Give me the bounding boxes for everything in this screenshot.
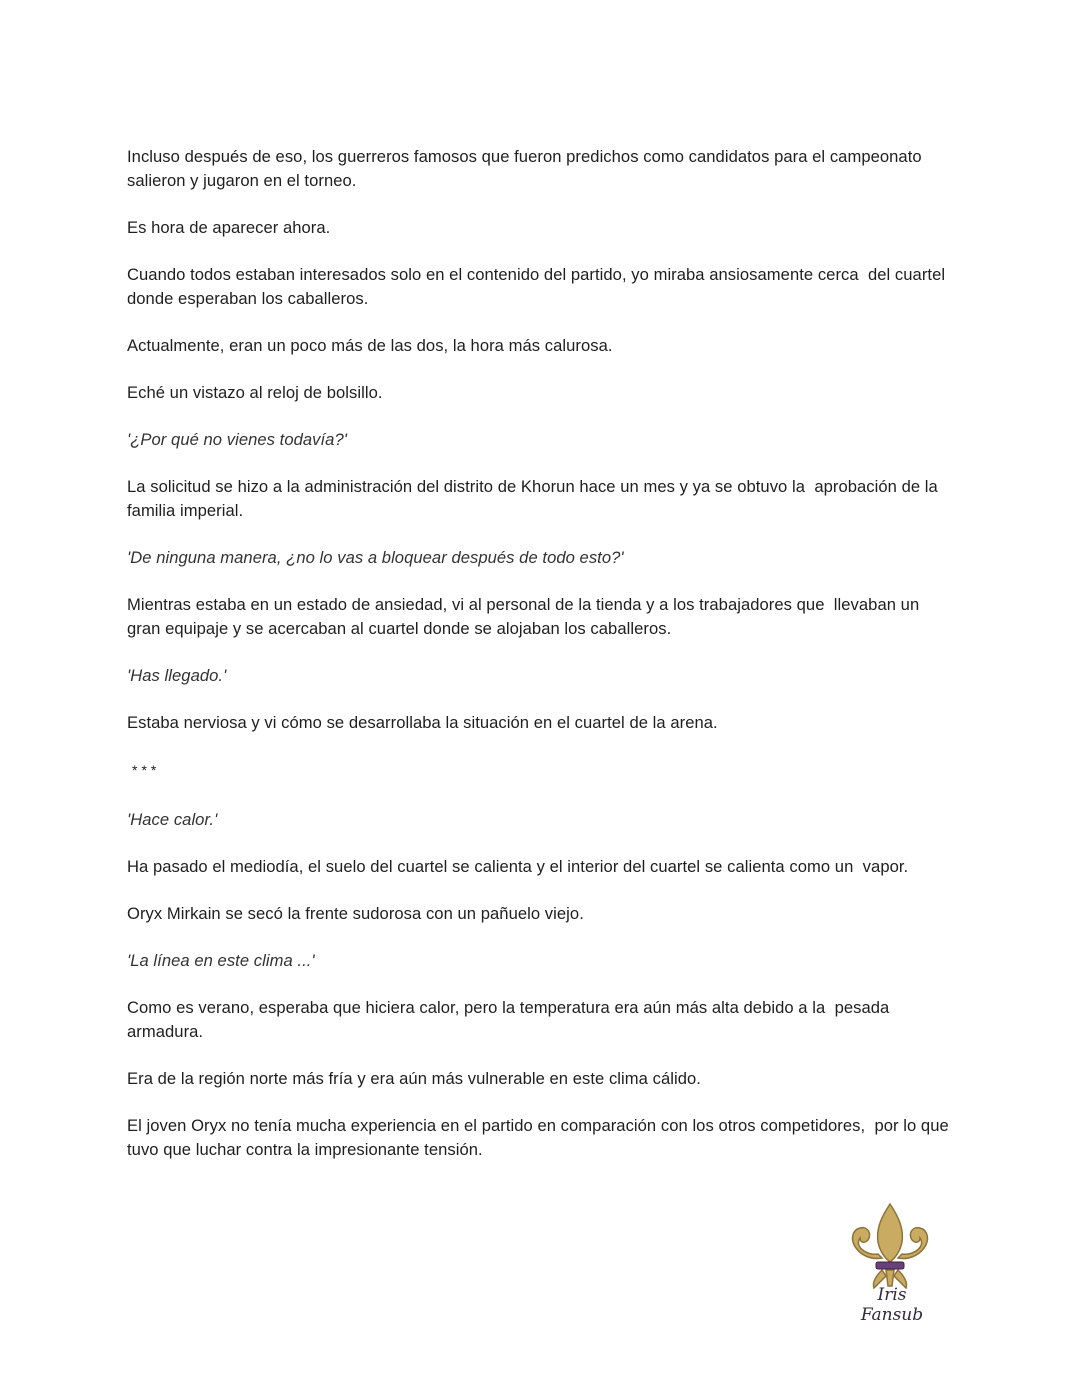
- italic-paragraph: 'La línea en este clima ...': [127, 951, 315, 970]
- paragraph: Es hora de aparecer ahora.: [127, 218, 331, 237]
- paragraph: Como es verano, esperaba que hiciera calor, pero la temperatura era aún más alta debido a la pesada armadura.: [127, 998, 894, 1041]
- italic-paragraph: '¿Por qué no vienes todavía?': [127, 430, 347, 449]
- paragraph: Incluso después de eso, los guerreros famosos que fueron predichos como candidatos para el campeonato salieron y jugaron en el torneo.: [127, 147, 927, 190]
- paragraph: Ha pasado el mediodía, el suelo del cuartel se calienta y el interior del cuartel se calienta como un vapor.: [127, 857, 909, 876]
- paragraph: El joven Oryx no tenía mucha experiencia en el partido en comparación con los otros competidores, por lo que tuvo que luchar contra la impresionante tensión.: [127, 1116, 954, 1159]
- italic-paragraph: 'Has llegado.': [127, 666, 227, 685]
- document-body: [127, 145, 957, 1185]
- italic-paragraph: 'De ninguna manera, ¿no lo vas a bloquear después de todo esto?': [127, 548, 624, 567]
- paragraph: Eché un vistazo al reloj de bolsillo.: [127, 383, 383, 402]
- paragraph: Mientras estaba en un estado de ansiedad, vi al personal de la tienda y a los trabajadores que llevaban un gran equipaje y se acercaban al cuartel donde se alojaban los caballeros.: [127, 595, 924, 638]
- paragraph: Era de la región norte más fría y era aún más vulnerable en este clima cálido.: [127, 1069, 701, 1088]
- paragraph: Estaba nerviosa y vi cómo se desarrollaba la situación en el cuartel de la arena.: [127, 713, 718, 732]
- paragraph: Cuando todos estaban interesados solo en el contenido del partido, yo miraba ansiosamente cerca del cuartel donde esperaban los caballeros.: [127, 265, 950, 308]
- paragraph: La solicitud se hizo a la administración del distrito de Khorun hace un mes y ya se obtuvo la aprobación de la familia imperial.: [127, 477, 943, 520]
- scene-separator: * * *: [132, 762, 157, 778]
- paragraph: Oryx Mirkain se secó la frente sudorosa con un pañuelo viejo.: [127, 904, 584, 923]
- paragraph: Actualmente, eran un poco más de las dos, la hora más calurosa.: [127, 336, 613, 355]
- italic-paragraph: 'Hace calor.': [127, 810, 218, 829]
- watermark-label: Iris Fansub: [860, 1285, 924, 1325]
